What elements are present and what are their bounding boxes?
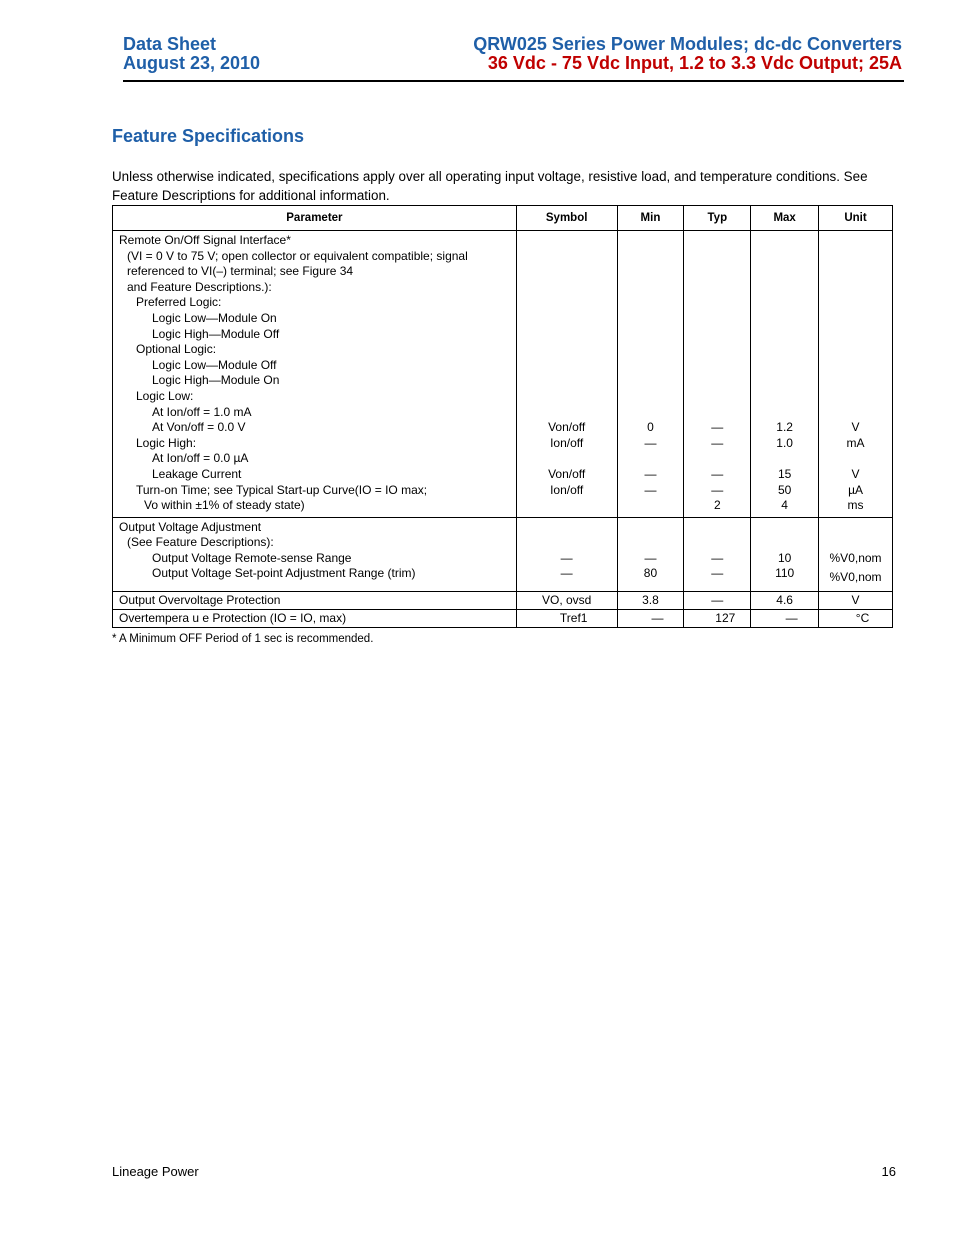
max-cell-adjust <box>751 517 819 592</box>
document-header-right <box>473 35 902 73</box>
max-cell-remote <box>751 231 819 518</box>
param-text: Overtempera u e Protection (IO = IO, max) <box>119 611 347 626</box>
param-line: Output Voltage Set-point Adjustment Range (trim) <box>152 566 416 581</box>
cell-value <box>618 498 684 514</box>
col-header-max: Max <box>751 206 819 231</box>
cell-value: — <box>711 482 724 497</box>
cell-value: — <box>711 593 724 608</box>
page-number: 16 <box>881 1164 896 1179</box>
cell-value: 110 <box>775 566 795 581</box>
cell-value: µA <box>848 482 863 497</box>
param-cell-remote <box>113 231 517 518</box>
table-row-voltage-adjust <box>113 517 893 592</box>
cell-value <box>517 498 617 514</box>
section-title: Feature Specifications <box>112 126 305 146</box>
header-divider <box>123 80 904 82</box>
cell-value: %V0,nom <box>829 550 882 565</box>
param-line: At Von/off = 0.0 V <box>152 420 246 435</box>
footer-company: Lineage Power <box>112 1164 199 1179</box>
cell-value: ms <box>847 498 864 513</box>
col-header-unit: Unit <box>819 206 893 231</box>
param-line: At Ion/off = 1.0 mA <box>152 404 252 419</box>
cell-value: 1.0 <box>776 435 793 450</box>
param-line: Vo within ±1% of steady state) <box>144 498 305 513</box>
doc-type: Data Sheet <box>123 34 217 54</box>
param-line: Output Voltage Adjustment <box>119 519 262 534</box>
product-title: QRW025 Series Power Modules; dc-dc Converters <box>473 34 902 54</box>
symbol-cell-adjust <box>516 517 617 592</box>
cell-value: 1.2 <box>776 420 793 435</box>
cell-value: V <box>851 420 860 435</box>
product-subtitle: 36 Vdc - 75 Vdc Input, 1.2 to 3.3 Vdc Output; 25A <box>487 53 902 73</box>
cell-value: Von/off <box>548 420 586 435</box>
param-line: Leakage Current <box>152 466 242 481</box>
cell-value: 2 <box>713 498 721 513</box>
cell-value: VO, ovsd <box>541 593 592 608</box>
param-line: (VI = 0 V to 75 V; open collector or equivalent compatible; signal <box>127 248 468 263</box>
max-cell-otp <box>751 610 819 628</box>
cell-value: °C <box>855 611 870 626</box>
cell-value: — <box>711 566 724 581</box>
param-cell-otp <box>113 610 517 628</box>
min-cell-remote <box>617 231 684 518</box>
cell-value: — <box>711 420 724 435</box>
table-footnote: * A Minimum OFF Period of 1 sec is recommended. <box>112 633 374 645</box>
cell-value: Von/off <box>548 466 586 481</box>
symbol-cell-remote <box>516 231 617 518</box>
cell-value: 4 <box>781 498 788 513</box>
param-line: Logic Low—Module Off <box>152 357 277 372</box>
cell-value: — <box>711 466 724 481</box>
unit-cell-adjust <box>819 517 893 592</box>
doc-date: August 23, 2010 <box>123 53 261 73</box>
typ-cell-remote <box>684 231 751 518</box>
cell-value: — <box>644 550 657 565</box>
cell-value: 127 <box>715 611 736 626</box>
symbol-cell-ovp <box>516 592 617 610</box>
cell-value: — <box>560 550 573 565</box>
param-line: Logic High—Module Off <box>152 326 280 341</box>
min-cell-ovp <box>617 592 684 610</box>
param-line: referenced to VI(–) terminal; see Figure 34 <box>127 264 354 279</box>
param-text: Output Overvoltage Protection <box>119 593 281 608</box>
param-line: Optional Logic: <box>136 342 217 357</box>
cell-value: 10 <box>777 550 792 565</box>
cell-value: V <box>851 466 860 481</box>
unit-cell-remote <box>819 231 893 518</box>
param-line: Output Voltage Remote-sense Range <box>152 550 352 565</box>
min-cell-adjust <box>617 517 684 592</box>
intro-paragraph: Unless otherwise indicated, specifications apply over all operating input voltage, resistive load, and temperature conditions. See Feature Descriptions for additional information. <box>112 169 868 203</box>
cell-value: — <box>711 550 724 565</box>
cell-value <box>618 451 684 467</box>
param-line: Preferred Logic: <box>136 295 222 310</box>
col-header-min: Min <box>617 206 684 231</box>
cell-value <box>684 451 750 467</box>
param-cell-adjust <box>113 517 517 592</box>
col-header-typ: Typ <box>684 206 751 231</box>
cell-value: 4.6 <box>776 593 793 608</box>
cell-value: 3.8 <box>642 593 659 608</box>
cell-value: mA <box>846 435 865 450</box>
param-line: Turn-on Time; see Typical Start-up Curve(IO = IO max; <box>136 482 428 497</box>
param-line: Logic Low—Module On <box>152 310 277 325</box>
cell-value: — <box>711 435 724 450</box>
document-header-left <box>123 35 260 73</box>
cell-value: Ion/off <box>550 435 584 450</box>
cell-value: 50 <box>777 482 792 497</box>
table-header-row <box>113 206 893 231</box>
cell-value: Ion/off <box>550 482 584 497</box>
typ-cell-adjust <box>684 517 751 592</box>
cell-value: — <box>644 466 657 481</box>
cell-value: — <box>785 611 798 626</box>
param-line: (See Feature Descriptions): <box>127 535 274 550</box>
unit-cell-ovp <box>819 592 893 610</box>
cell-value: 80 <box>643 566 658 581</box>
min-cell-otp <box>617 610 684 628</box>
table-row-overtemperature <box>113 610 893 628</box>
col-header-symbol: Symbol <box>516 206 617 231</box>
max-cell-ovp <box>751 592 819 610</box>
table-row-remote-onoff <box>113 231 893 518</box>
unit-cell-otp <box>819 610 893 628</box>
typ-cell-ovp <box>684 592 751 610</box>
cell-value <box>517 451 617 467</box>
cell-value: %V0,nom <box>829 570 882 585</box>
cell-value: 0 <box>647 420 654 435</box>
param-line: Logic High—Module On <box>152 373 280 388</box>
cell-value: — <box>651 611 664 626</box>
param-line: Remote On/Off Signal Interface* <box>119 233 291 247</box>
col-header-parameter: Parameter <box>113 206 517 231</box>
feature-spec-table <box>112 205 893 628</box>
symbol-cell-otp <box>516 610 617 628</box>
param-line: Logic High: <box>136 435 197 450</box>
cell-value: — <box>644 435 657 450</box>
cell-value: — <box>644 482 657 497</box>
cell-value <box>819 451 892 467</box>
typ-cell-otp <box>684 610 751 628</box>
cell-value: — <box>560 566 573 581</box>
cell-value <box>751 451 818 467</box>
cell-value: Tref1 <box>559 611 588 626</box>
param-line: and Feature Descriptions.): <box>127 279 272 294</box>
cell-value: 15 <box>777 466 792 481</box>
table-row-overvoltage <box>113 592 893 610</box>
param-line: At Ion/off = 0.0 µA <box>152 451 249 466</box>
cell-value: V <box>851 593 860 608</box>
param-line: Logic Low: <box>136 388 194 403</box>
param-cell-ovp <box>113 592 517 610</box>
